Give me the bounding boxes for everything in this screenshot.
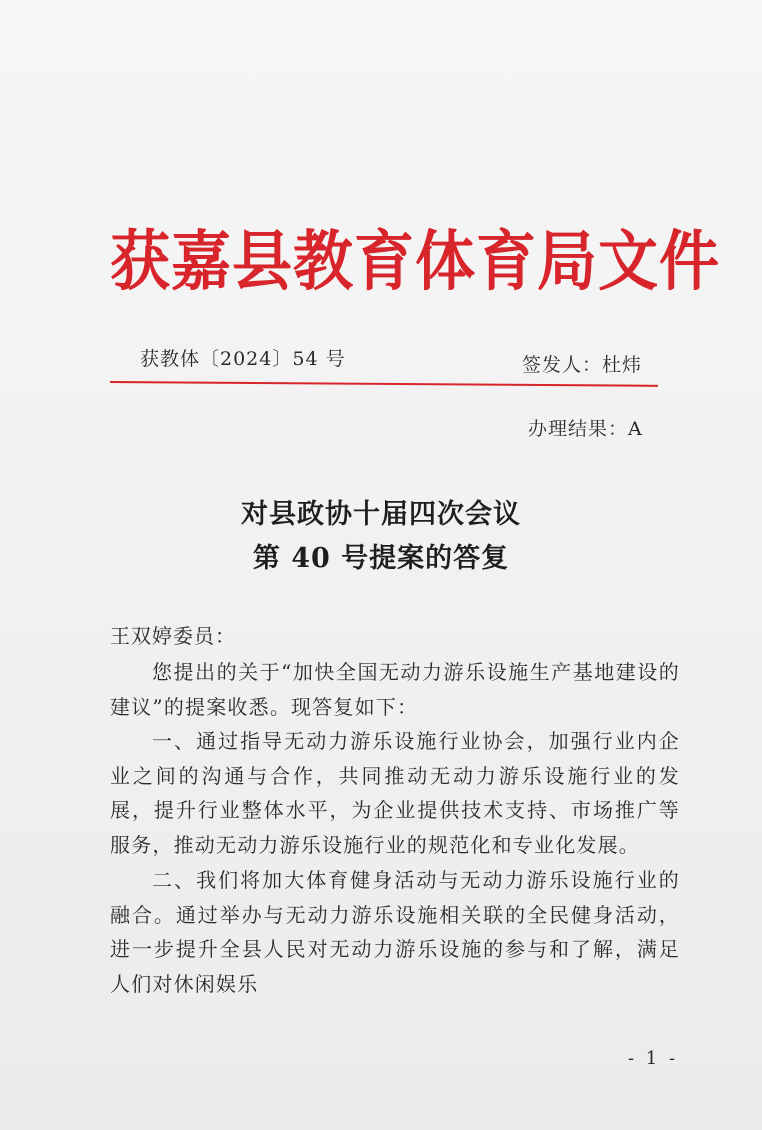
salutation: 王双婷委员： [110, 624, 236, 648]
body-paragraph: 二、我们将加大体育健身活动与无动力游乐设施行业的融合。通过举办与无动力游乐设施相关联的全民健身活动，进一步提升全县人民对无动力游乐设施的参与和了解，满足人们对休闲娱乐 [110, 868, 680, 996]
red-divider [110, 381, 658, 387]
handling-result: 办理结果：A [528, 418, 643, 440]
document-title-line-2: 第 40 号提案的答复 [252, 543, 510, 574]
body-paragraph: 一、通过指导无动力游乐设施行业协会，加强行业内企业之间的沟通与合作，共同推动无动力游乐设施行业的发展，提升行业整体水平，为企业提供技术支持、市场推广等服务，推动无动力游乐设施行业的规范化和专业化发展。 [110, 729, 680, 857]
body-paragraph: 您提出的关于“加快全国无动力游乐设施生产基地建设的建议”的提案收悉。现答复如下： [110, 660, 680, 719]
signer: 签发人：杜炜 [522, 354, 643, 376]
page-number: - 1 - [628, 1048, 679, 1069]
document-title-line-1: 对县政协十届四次会议 [241, 499, 521, 530]
document-number: 获教体〔2024〕54 号 [140, 348, 346, 370]
masthead-title: 获嘉县教育体育局文件 [110, 224, 720, 300]
